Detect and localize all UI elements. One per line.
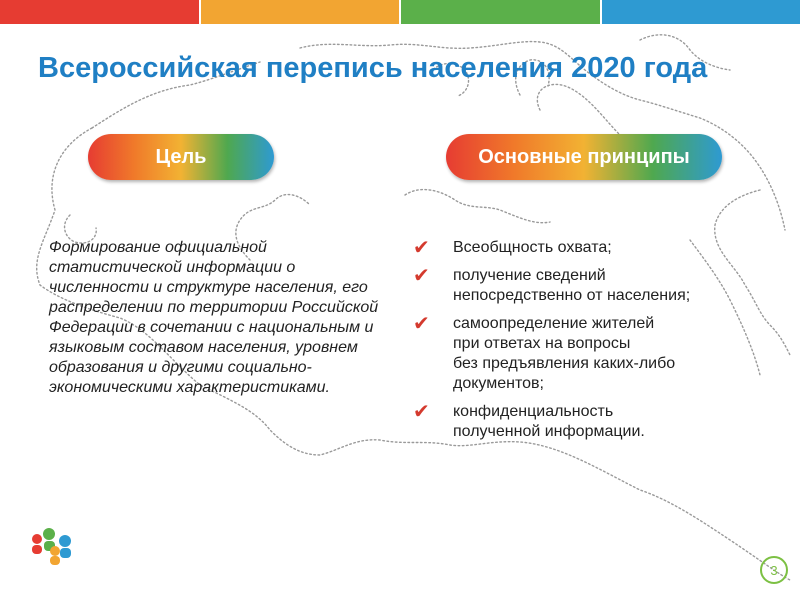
principle-item (413, 314, 783, 394)
page-title: Всероссийская перепись населения 2020 года (38, 52, 708, 84)
check-icon: ✔ (413, 265, 430, 287)
principle-item (413, 402, 783, 442)
page-number: 3 (770, 562, 778, 578)
check-icon: ✔ (413, 313, 430, 335)
goal-heading-pill (88, 134, 274, 180)
goal-heading-label: Цель (155, 145, 207, 168)
goal-description: Формирование официальной статистической информации о численности и структуре населения, его распределении по территории Российской Федерации в сочетании с национальным и языковым составом населения, уровнем образования и другими социально-экономическими характеристиками. (49, 239, 379, 396)
check-icon: ✔ (413, 237, 430, 259)
principle-text: Всеобщность охвата; (453, 239, 612, 256)
principle-item (413, 238, 783, 258)
principles-heading-pill (446, 134, 722, 180)
principle-text: самоопределение жителей при ответах на вопросы без предъявления каких-либо документов; (453, 315, 676, 392)
page-number-badge (760, 556, 788, 584)
check-icon: ✔ (413, 401, 430, 423)
principles-heading-label: Основные принципы (478, 145, 690, 168)
principles-list (413, 238, 783, 450)
principle-text: конфиденциальность полученной информации. (453, 403, 645, 440)
principle-item (413, 266, 783, 306)
principle-text: получение сведений непосредственно от населения; (453, 267, 691, 304)
census-logo-icon (30, 524, 78, 566)
